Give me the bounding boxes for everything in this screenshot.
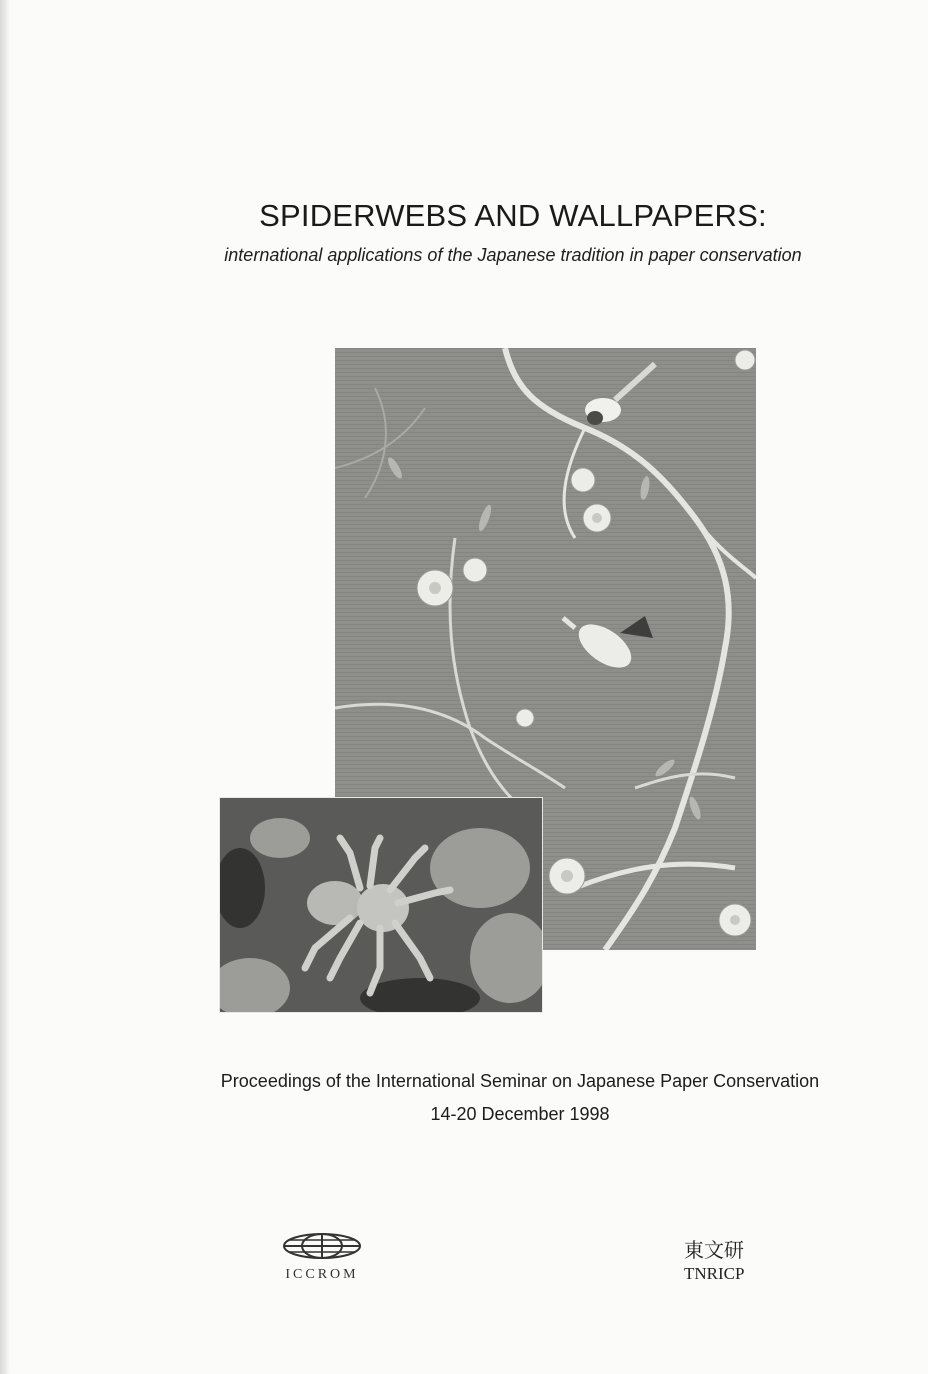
tnricp-logo: [684, 1238, 774, 1286]
iccrom-label: ICCROM: [285, 1267, 359, 1282]
tnricp-label: TNRICP: [684, 1264, 745, 1283]
cover-title: SPIDERWEBS AND WALLPAPERS:: [259, 198, 767, 233]
proceedings-line: Proceedings of the International Seminar on Japanese Paper Conservation: [220, 1071, 820, 1091]
spider-photo-image: [219, 797, 543, 1013]
cover-subtitle: international applications of the Japanese tradition in paper conservation: [224, 245, 802, 265]
globe-icon: [277, 1232, 367, 1260]
spider-photo-icon: [220, 798, 542, 1012]
seminar-dates: 14-20 December 1998: [430, 1104, 610, 1124]
tnricp-japanese-label: 東文研: [684, 1238, 744, 1262]
iccrom-logo: [272, 1232, 372, 1283]
